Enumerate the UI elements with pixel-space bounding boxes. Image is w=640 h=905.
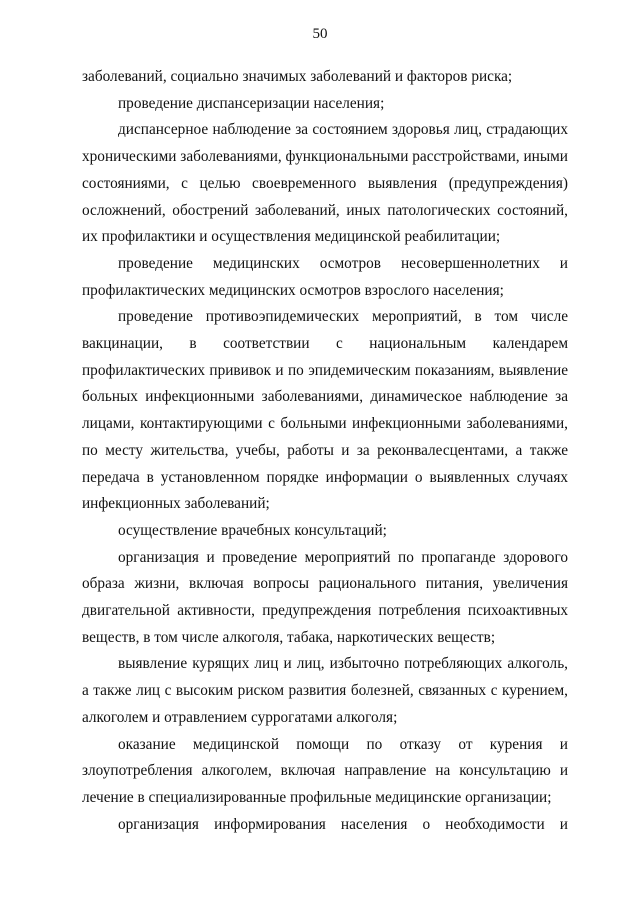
paragraph-8: выявление курящих лиц и лиц, избыточно потребляющих алкоголь, а также лиц с высоким риском развития болезней, связанных с курением, алкоголем и отравлением суррогатами алкоголя;: [82, 655, 568, 726]
paragraph-2: проведение диспансеризации населения;: [118, 94, 385, 112]
paragraph-5: проведение противоэпидемических мероприятий, в том числе вакцинации, в соответствии с национальным календарем профилактических прививок и по эпидемическим показаниям, выявление больных инфекционными заболеваниями, динамическое наблюдение за лицами, контактирующими с больными инфекционными заболеваниями, по месту жительства, учебы, работы и за реконвалесцентами, а также передача в установленном порядке информации о выявленных случаях инфекционных заболеваний;: [82, 308, 568, 513]
paragraph-6: осуществление врачебных консультаций;: [118, 521, 387, 539]
paragraph-7: организация и проведение мероприятий по пропаганде здорового образа жизни, включая вопросы рационального питания, увеличения двигательной активности, предупреждения потребления психоактивных веществ, в том числе алкоголя, табака, наркотических веществ;: [82, 548, 568, 646]
paragraph-4: проведение медицинских осмотров несовершеннолетних и профилактических медицинских осмотров взрослого населения;: [82, 254, 568, 299]
paragraph-10: организация информирования населения о необходимости и: [118, 815, 568, 833]
paragraph-9: оказание медицинской помощи по отказу от курения и злоупотребления алкоголем, включая направление на консультацию и лечение в специализированные профильные медицинские организации;: [82, 735, 568, 806]
paragraph-1: заболеваний, социально значимых заболеваний и факторов риска;: [82, 68, 513, 85]
paragraph-3: диспансерное наблюдение за состоянием здоровья лиц, страдающих хроническими заболеваниями, функциональными расстройствами, иными состояниями, с целью своевременного выявления (предупреждения) осложнений, обострений заболеваний, иных патологических состояний, их профилактики и осуществления медицинской реабилитации;: [82, 121, 568, 246]
document-body: [82, 64, 568, 838]
page-number: 50: [312, 26, 328, 42]
